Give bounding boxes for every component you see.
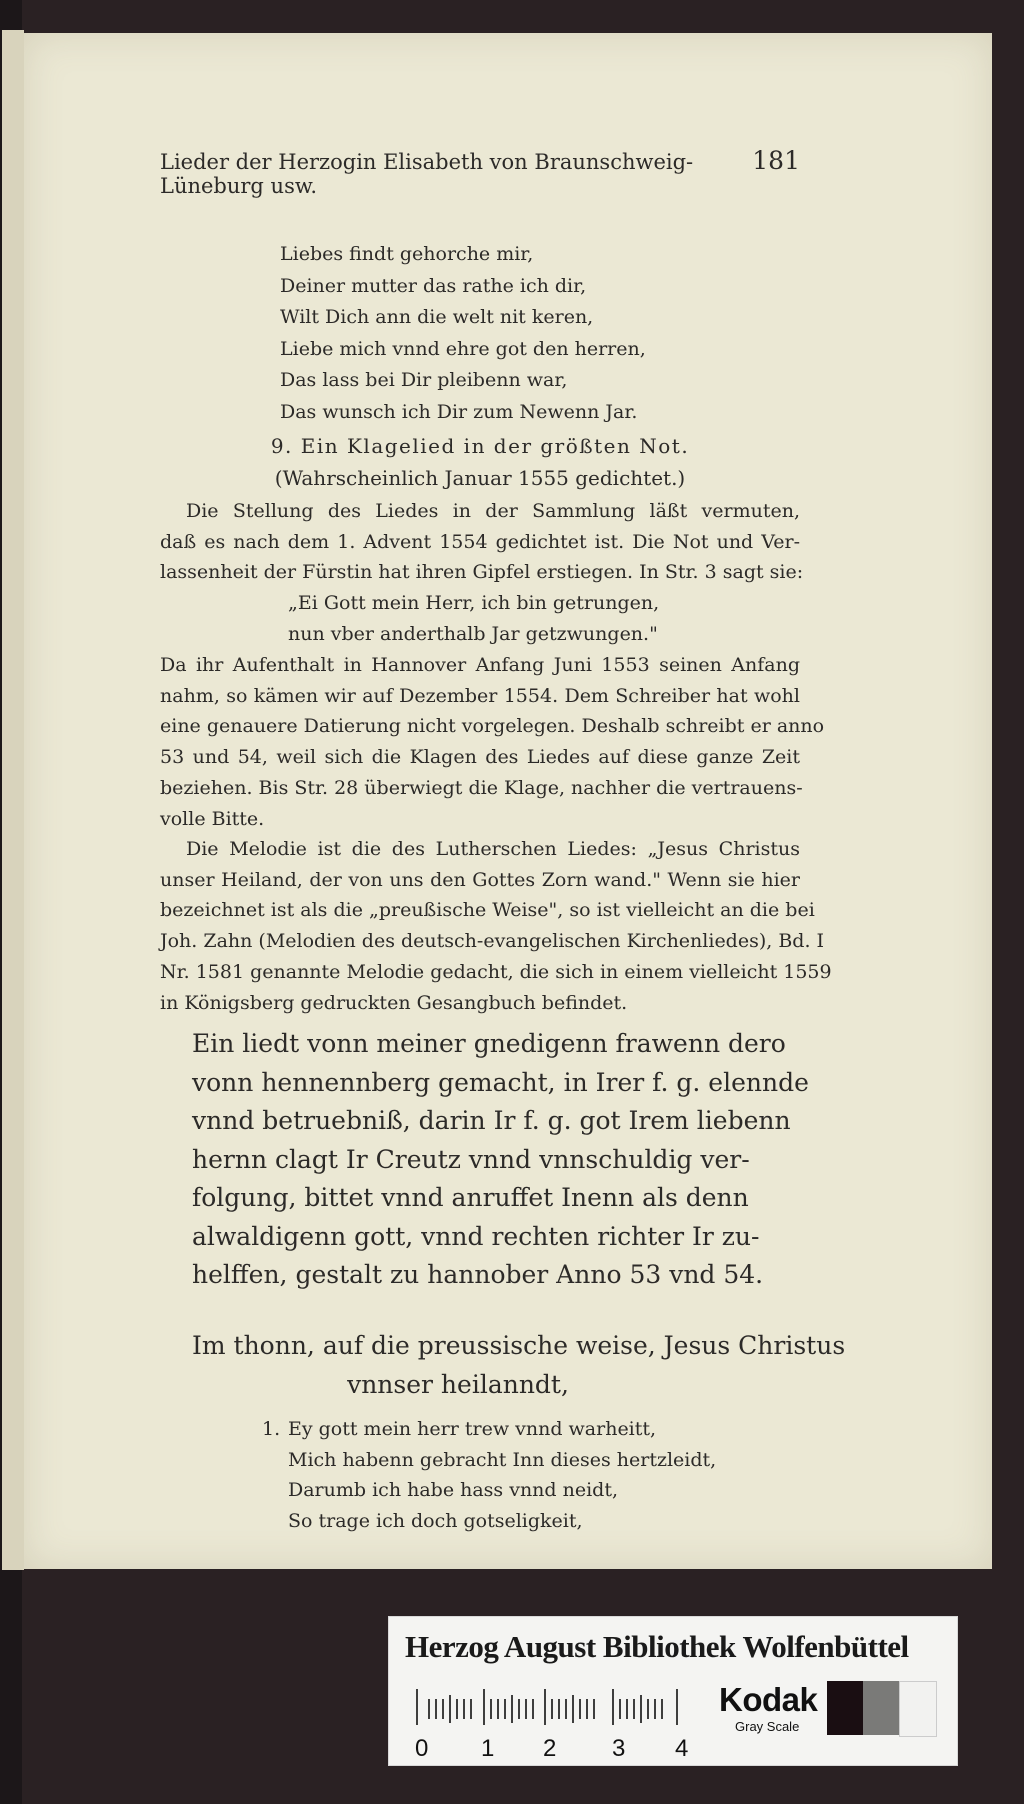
poem-line: Das wunsch ich Dir zum Newenn Jar. <box>280 400 638 423</box>
verse-line: Darumb ich habe hass vnnd neidt, <box>288 1479 619 1501</box>
heading-line: Ein liedt vonn meiner gnedigenn frawenn dero <box>192 1029 786 1058</box>
text-line: Da ihr Aufenthalt in Hannover Anfang Juni 1553 seinen Anfang <box>160 654 800 676</box>
ruler-number: 4 <box>675 1735 689 1762</box>
ruler-number: 1 <box>481 1735 495 1762</box>
kodak-logo: Kodak <box>719 1681 818 1718</box>
ruler-numbers <box>401 1735 701 1763</box>
text-line: unser Heiland, der von uns den Gottes Zorn wand." Wenn sie hier <box>160 868 800 891</box>
heading-line: vnnd betruebniß, darin Ir f. g. got Irem liebenn <box>192 1106 791 1135</box>
poem-line: Das lass bei Dir pleibenn war, <box>280 369 568 391</box>
paragraph-1 <box>160 496 804 588</box>
book-page <box>24 33 992 1569</box>
page-number: 181 <box>752 146 800 175</box>
text-line: beziehen. Bis Str. 28 überwiegt die Klage, nachher die vertrauens- <box>160 776 803 799</box>
ruler-number: 0 <box>415 1735 429 1762</box>
quote <box>288 588 659 650</box>
text-line: Nr. 1581 genannte Melodie gedacht, die sich in einem vielleicht 1559 <box>160 960 832 983</box>
song-heading <box>192 1025 809 1295</box>
poem-line: Liebes findt gehorche mir, <box>280 243 534 265</box>
adjacent-page-edge <box>2 30 24 1570</box>
poem-line: Wilt Dich ann die welt nit keren, <box>280 306 594 328</box>
verse-number: 1. <box>262 1418 281 1440</box>
text-line: lassenheit der Fürstin hat ihren Gipfel erstiegen. In Str. 3 sagt sie: <box>160 561 804 584</box>
running-title: Lieder der Herzogin Elisabeth von Braunschweig-Lüneburg usw. <box>160 150 694 198</box>
paragraph-2 <box>160 650 825 834</box>
ruler-number: 3 <box>612 1735 626 1762</box>
library-name: Herzog August Bibliothek Wolfenbüttel <box>405 1629 909 1664</box>
text-line: Die Melodie ist die des Lutherschen Liedes: „Jesus Christus <box>186 838 800 860</box>
poem-line: Deiner mutter das rathe ich dir, <box>280 274 587 297</box>
gray-scale-label: Gray Scale <box>735 1719 800 1734</box>
color-target-card <box>388 1616 958 1766</box>
verse-line: So trage ich doch gotseligkeit, <box>288 1509 583 1532</box>
verse-1 <box>262 1414 716 1536</box>
gray-swatch-black <box>827 1681 863 1735</box>
section-title: 9. Ein Klagelied in der größten Not. <box>270 434 690 458</box>
ruler-number: 2 <box>543 1735 557 1762</box>
quote-line: nun vber anderthalb Jar getzwungen." <box>288 623 658 645</box>
melody-line <box>192 1327 846 1404</box>
heading-line: alwaldigenn gott, vnnd rechten richter Ir zu- <box>192 1221 760 1251</box>
verse-line: Ey gott mein herr trew vnnd warheitt, <box>288 1418 657 1440</box>
poem-stanza <box>280 239 646 428</box>
heading-line: vonn hennennberg gemacht, in Irer f. g. elennde <box>192 1067 809 1097</box>
melody-text: Im thonn, auf die preussische weise, Jesus Christus <box>192 1331 846 1360</box>
gray-swatch-mid <box>863 1681 899 1735</box>
text-line: nahm, so kämen wir auf Dezember 1554. Dem Schreiber hat wohl <box>160 684 800 707</box>
section-subtitle: (Wahrscheinlich Januar 1555 gedichtet.) <box>274 466 686 490</box>
quote-line: „Ei Gott mein Herr, ich bin getrungen, <box>288 592 660 614</box>
text-line: Joh. Zahn (Melodien des deutsch-evangelischen Kirchenliedes), Bd. I <box>160 930 825 953</box>
ruler-scale <box>405 1685 695 1729</box>
paragraph-3 <box>160 834 832 1018</box>
verse-line: Mich habenn gebracht Inn dieses hertzleidt, <box>288 1448 717 1471</box>
text-line: daß es nach dem 1. Advent 1554 gedichtet ist. Die Not und Ver- <box>160 530 800 553</box>
heading-line: hernn clagt Ir Creutz vnnd vnnschuldig ver- <box>192 1144 750 1174</box>
text-line: eine genauere Datierung nicht vorgelegen. Deshalb schreibt er anno <box>160 715 825 738</box>
text-line: Die Stellung des Liedes in der Sammlung läßt vermuten, <box>186 500 800 522</box>
gray-swatch-white <box>899 1681 937 1737</box>
text-line: volle Bitte. <box>160 807 265 830</box>
running-header <box>160 146 800 198</box>
text-line: 53 und 54, weil sich die Klagen des Liedes auf diese ganze Zeit <box>160 746 800 769</box>
heading-line: helffen, gestalt zu hannober Anno 53 vnd 54. <box>192 1260 764 1289</box>
poem-line: Liebe mich vnnd ehre got den herren, <box>280 337 646 360</box>
melody-text: vnnser heilanndt, <box>347 1369 569 1399</box>
text-line: bezeichnet ist als die „preußische Weise", so ist vielleicht an die bei <box>160 899 815 922</box>
heading-line: folgung, bittet vnnd anruffet Inenn als denn <box>192 1183 749 1212</box>
text-line: in Königsberg gedruckten Gesangbuch befindet. <box>160 991 628 1014</box>
